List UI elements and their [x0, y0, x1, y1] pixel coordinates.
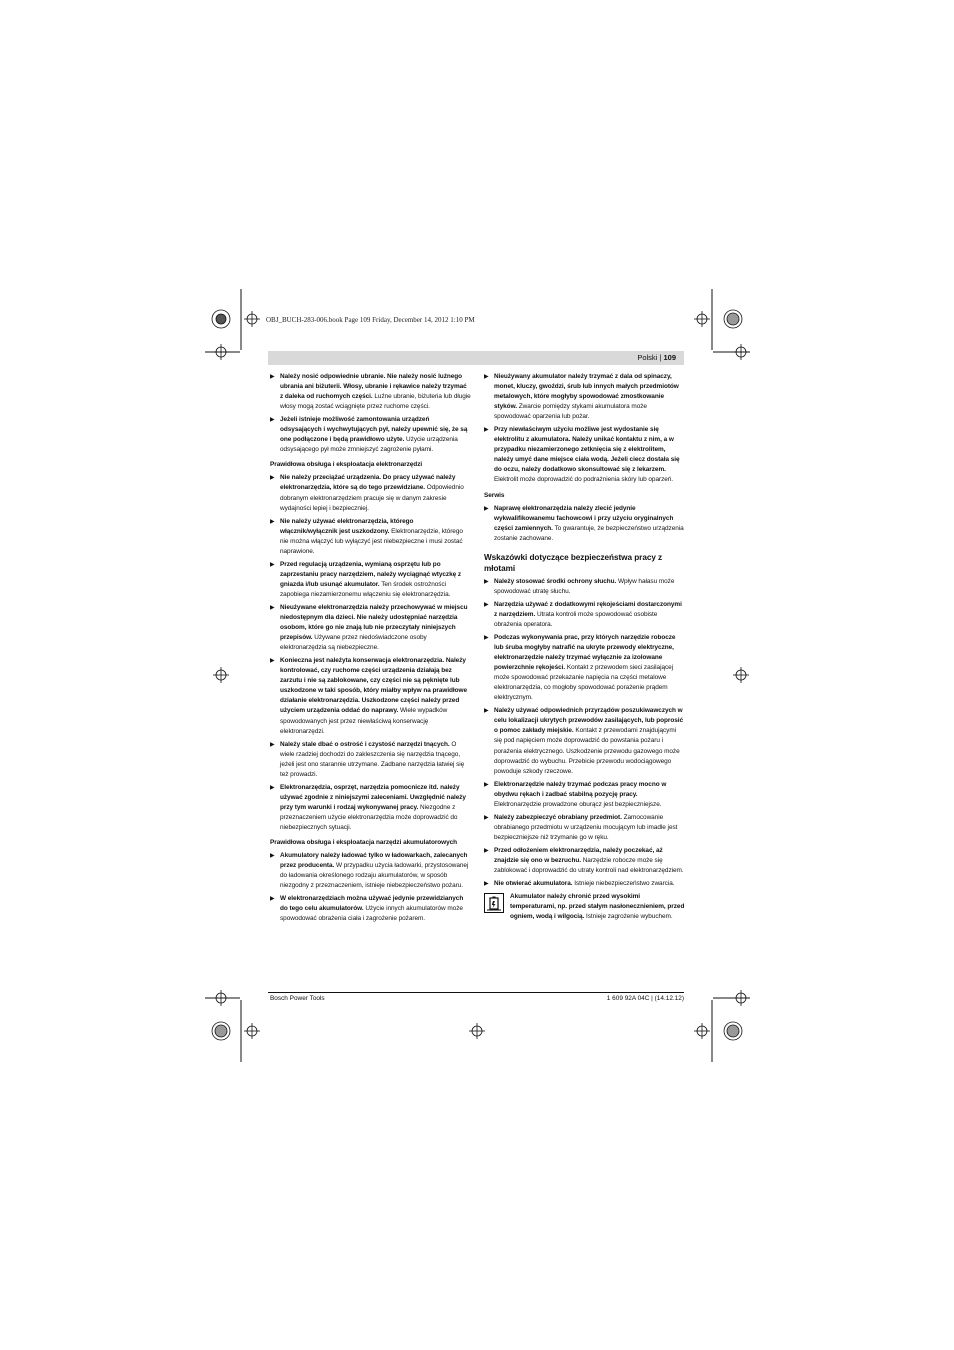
- bullet-arrow-icon: ▶: [484, 634, 489, 641]
- bullet-arrow-icon: ▶: [484, 847, 489, 854]
- item-bold-text: Nie otwierać akumulatora.: [494, 880, 573, 888]
- item-text: To gwarantuje, że bezpieczeństwo urządzenia zostanie zachowane.: [494, 524, 684, 542]
- bullet-arrow-icon: ▶: [484, 881, 489, 888]
- item-bold-text: Przed odłożeniem elektronarzędzia, należy poczekać, aż znajdzie się ono w bezruchu.: [494, 846, 663, 864]
- bullet-arrow-icon: ▶: [484, 708, 489, 715]
- item-text: Istnieje niebezpieczeństwo zwarcia.: [572, 880, 675, 888]
- bullet-arrow-icon: ▶: [270, 741, 275, 748]
- bullet-arrow-icon: ▶: [270, 475, 275, 482]
- bullet-arrow-icon: ▶: [270, 561, 275, 568]
- bullet-arrow-icon: ▶: [484, 374, 489, 380]
- item-text: Użycie urządzenia odsysającego pył może zmniejszyć zagrożenie pyłami.: [280, 436, 458, 454]
- item-text: Narzędzie robocze może się zablokować i doprowadzić do utraty kontroli nad elektronarzędziem.: [494, 856, 684, 875]
- item-bold-text: Elektronarzędzia, osprzęt, narzędzia pomocnicze itd. należy używać zgodnie z niniejszymi zaleceniami. Uwzględnić należy przy tym warunki i rodzaj wykonywanej pracy.: [280, 783, 466, 811]
- footer-doc-number: 1 609 92A 04C | (14.12.12): [606, 995, 684, 1002]
- item-bold-text: Należy nosić odpowiednie ubranie. Nie należy nosić luźnego ubrania ani biżuterii. Włosy, ubranie i rękawice należy trzymać z daleka od ruchomych części.: [280, 373, 467, 401]
- item-text: Utrata kontroli może spowodować osobiste obrażenia operatora.: [494, 610, 658, 628]
- page-number: 109: [663, 353, 676, 362]
- item-text: Elektronarzędzie, którego nie można włączyć lub wyłączyć jest niebezpieczne i musi zostać naprawione.: [280, 527, 463, 555]
- bullet-arrow-icon: ▶: [270, 374, 275, 380]
- item-bold-text: Elektronarzędzie należy trzymać podczas pracy mocno w obydwu rękach i zadbać stabilną pozycję pracy.: [494, 780, 667, 798]
- item-text: Kontakt z przewodem sieci zasilającej może spowodować przekazanie napięcia na części metalowe elektronarzędzia, co mogłoby spowodować porażenie prądem elektrycznym.: [494, 664, 674, 702]
- bullet-arrow-icon: ▶: [270, 658, 275, 665]
- header-separator: |: [659, 353, 662, 362]
- bullet-arrow-icon: ▶: [270, 896, 275, 903]
- item-text: Niezgodne z przeznaczeniem użycie elektronarzędzia może doprowadzić do niebezpiecznych sytuacji.: [280, 803, 458, 831]
- item-bold-text: Przy niewłaściwym użyciu możliwe jest wydostanie się elektrolitu z akumulatora. Należy unikać kontaktu z nim, a w przypadku niezamierzonego zetknięcia się z elektrolitem, należy umyć dane miejsce ciała wodą. Jeżeli ciecz dostała się do oczu, należy dodatkowo skonsultować się z lekarzem.: [494, 426, 680, 474]
- item-text: Kontakt z przewodami znajdującymi się pod napięciem może doprowadzić do powstania pożaru i porażenia elektrycznego. Uszkodzenie przewodu gazowego może doprowadzić do wybuchu. Przebicie przewodu wodociągowego powoduje szkody rzeczowe.: [494, 727, 680, 775]
- bullet-arrow-icon: ▶: [270, 604, 275, 611]
- item-bold-text: Nie należy przeciążać urządzenia. Do pracy używać należy elektronarzędzia, które są do tego przewidziane.: [280, 474, 456, 492]
- section-heading-service: Serwis: [484, 491, 505, 499]
- item-bold-text: Naprawę elektronarzędzia należy zlecić jedynie wykwalifikowanemu fachowcowi i przy użyciu oryginalnych części zamiennych.: [494, 504, 674, 532]
- item-text: Odpowiednio dobranym elektronarzędziem pracuje się w danym zakresie wydajności lepiej i bezpieczniej.: [280, 484, 464, 512]
- item-text: Elektrolit może doprowadzić do podrażnienia skóry lub oparzeń.: [494, 476, 674, 484]
- item-bold-text: Należy stale dbać o ostrość i czystość narzędzi tnących.: [280, 740, 450, 748]
- item-bold-text: Jeżeli istnieje możliwość zamontowania urządzeń odsysających i wychwytujących pył, należy upewnić się, że są one podłączone i będą prawidłowo użyte.: [280, 416, 468, 444]
- item-text: Użycie innych akumulatorów może spowodować obrażenia ciała i zagrożenie pożarem.: [280, 905, 463, 923]
- item-text: Wiele wypadków spowodowanych jest przez niewłaściwą konserwację elektronarzędzi.: [280, 707, 448, 735]
- item-bold-text: Narzędzia używać z dodatkowymi rękojeściami dostarczonymi z narzędziem.: [494, 600, 682, 618]
- item-bold-text: Podczas wykonywania prac, przy których narzędzie robocze lub śruba mogłyby natrafić na ukryte przewody elektryczne, elektronarzędzie należy trzymać wyłącznie za izolowane powierzchnie rękojeści.: [494, 633, 676, 672]
- bullet-arrow-icon: ▶: [484, 814, 489, 821]
- footer-brand: Bosch Power Tools: [270, 995, 325, 1002]
- item-text: Zwarcie pomiędzy stykami akumulatora może spowodować oparzenia lub pożar.: [494, 403, 647, 421]
- item-bold-text: Należy używać odpowiednich przyrządów poszukiwawczych w celu lokalizacji ukrytych przewodów zasilających, lub poprosić o pomoc zakłady miejskie.: [494, 707, 684, 735]
- bullet-arrow-icon: ▶: [484, 601, 489, 608]
- item-text: Używane przez niedoświadczone osoby elektronarzędzia są niebezpieczne.: [280, 634, 427, 652]
- bullet-arrow-icon: ▶: [270, 784, 275, 791]
- item-text: Ten środek ostrożności zapobiega niezamierzonemu włączeniu się elektronarzędzia.: [280, 580, 451, 598]
- header-language: Polski: [637, 353, 658, 362]
- warning-bold: Akumulator należy chronić przed wysokimi temperaturami, np. przed stałym nasłonecznieniem, przed ogniem, wodą i wilgocią.: [510, 893, 685, 921]
- warning-text: Istnieje zagrożenie wybuchem.: [584, 913, 673, 921]
- item-text: Luźne ubranie, biżuteria lub długie włosy mogą zostać wciągnięte przez ruchome części.: [280, 393, 471, 411]
- registration-mark-top-left: [212, 310, 230, 328]
- item-bold-text: Akumulatory należy ładować tylko w ładowarkach, zalecanych przez producenta.: [280, 852, 468, 870]
- item-bold-text: Nieużywany akumulator należy trzymać z dala od spinaczy, monet, kluczy, gwoździ, śrub lub innych małych przedmiotów metalowych, które mogłyby spowodować zmostkowanie styków.: [494, 373, 679, 411]
- section-heading-hammer-safety: Wskazówki dotyczące bezpieczeństwa pracy z młotami: [484, 552, 663, 573]
- bullet-arrow-icon: ▶: [484, 781, 489, 788]
- section-heading-power-tool-use: Prawidłowa obsługa i eksploatacja elektronarzędzi: [270, 461, 423, 469]
- item-bold-text: Przed regulacją urządzenia, wymianą osprzętu lub po zaprzestaniu pracy narzędziem, należy wyciągnąć wtyczkę z gniazda i/lub usunąć akumulator.: [280, 560, 462, 588]
- item-bold-text: Należy stosować środki ochrony słuchu.: [494, 577, 617, 585]
- item-bold-text: Należy zabezpieczyć obrabiany przedmiot.: [494, 813, 622, 821]
- item-bold-text: Konieczna jest należyta konserwacja elektronarzędzia. Należy kontrolować, czy ruchome części urządzenia działają bez zarzutu i nie są zablokowane, czy części nie są pęknięte lub uszkodzone w taki sposób, który miałby wpływ na prawidłowe działanie elektronarzędzia. Uszkodzone części należy przed użyciem urządzenia oddać do naprawy.: [280, 657, 468, 715]
- bullet-arrow-icon: ▶: [270, 417, 275, 424]
- bullet-arrow-icon: ▶: [270, 518, 275, 525]
- bullet-arrow-icon: ▶: [484, 427, 489, 434]
- item-bold-text: W elektronarzędziach można używać jedynie przewidzianych do tego celu akumulatorów.: [280, 895, 464, 913]
- bullet-arrow-icon: ▶: [484, 505, 489, 512]
- print-slug: OBJ_BUCH-283-006.book Page 109 Friday, December 14, 2012 1:10 PM: [266, 316, 475, 324]
- item-text: Wpływ hałasu może spowodować utratę słuchu.: [494, 577, 675, 595]
- section-heading-battery-tool-use: Prawidłowa obsługa i eksploatacja narzędzi akumulatorowych: [270, 839, 458, 847]
- item-text: W przypadku użycia ładowarki, przystosowanej do ładowania określonego rodzaju akumulatorów, w sposób niezgodny z przeznaczeniem, istnieje niebezpieczeństwo pożaru.: [280, 862, 469, 890]
- item-bold-text: Nie należy używać elektronarzędzia, którego włącznik/wyłącznik jest uszkodzony.: [280, 517, 414, 535]
- bullet-arrow-icon: ▶: [270, 853, 275, 860]
- bullet-arrow-icon: ▶: [484, 578, 489, 585]
- item-text: Zamocowanie obrabianego przedmiotu w urządzeniu mocującym lub imadle jest bezpieczniejsze niż trzymanie go w ręku.: [494, 813, 678, 841]
- item-text: O wiele rzadziej dochodzi do zakleszczenia się narzędzia tnącego, jeżeli jest ono starannie utrzymane. Zadbane narzędzia łatwiej się też prowadzi.: [280, 740, 465, 778]
- item-text: Elektronarzędzie prowadzone oburącz jest bezpieczniejsze.: [494, 800, 662, 808]
- item-bold-text: Nieużywane elektronarzędzia należy przechowywać w miejscu niedostępnym dla dzieci. Nie należy udostępniać narzędzia osobom, które go nie znają lub nie przeczytały niniejszych przepisów.: [280, 603, 468, 642]
